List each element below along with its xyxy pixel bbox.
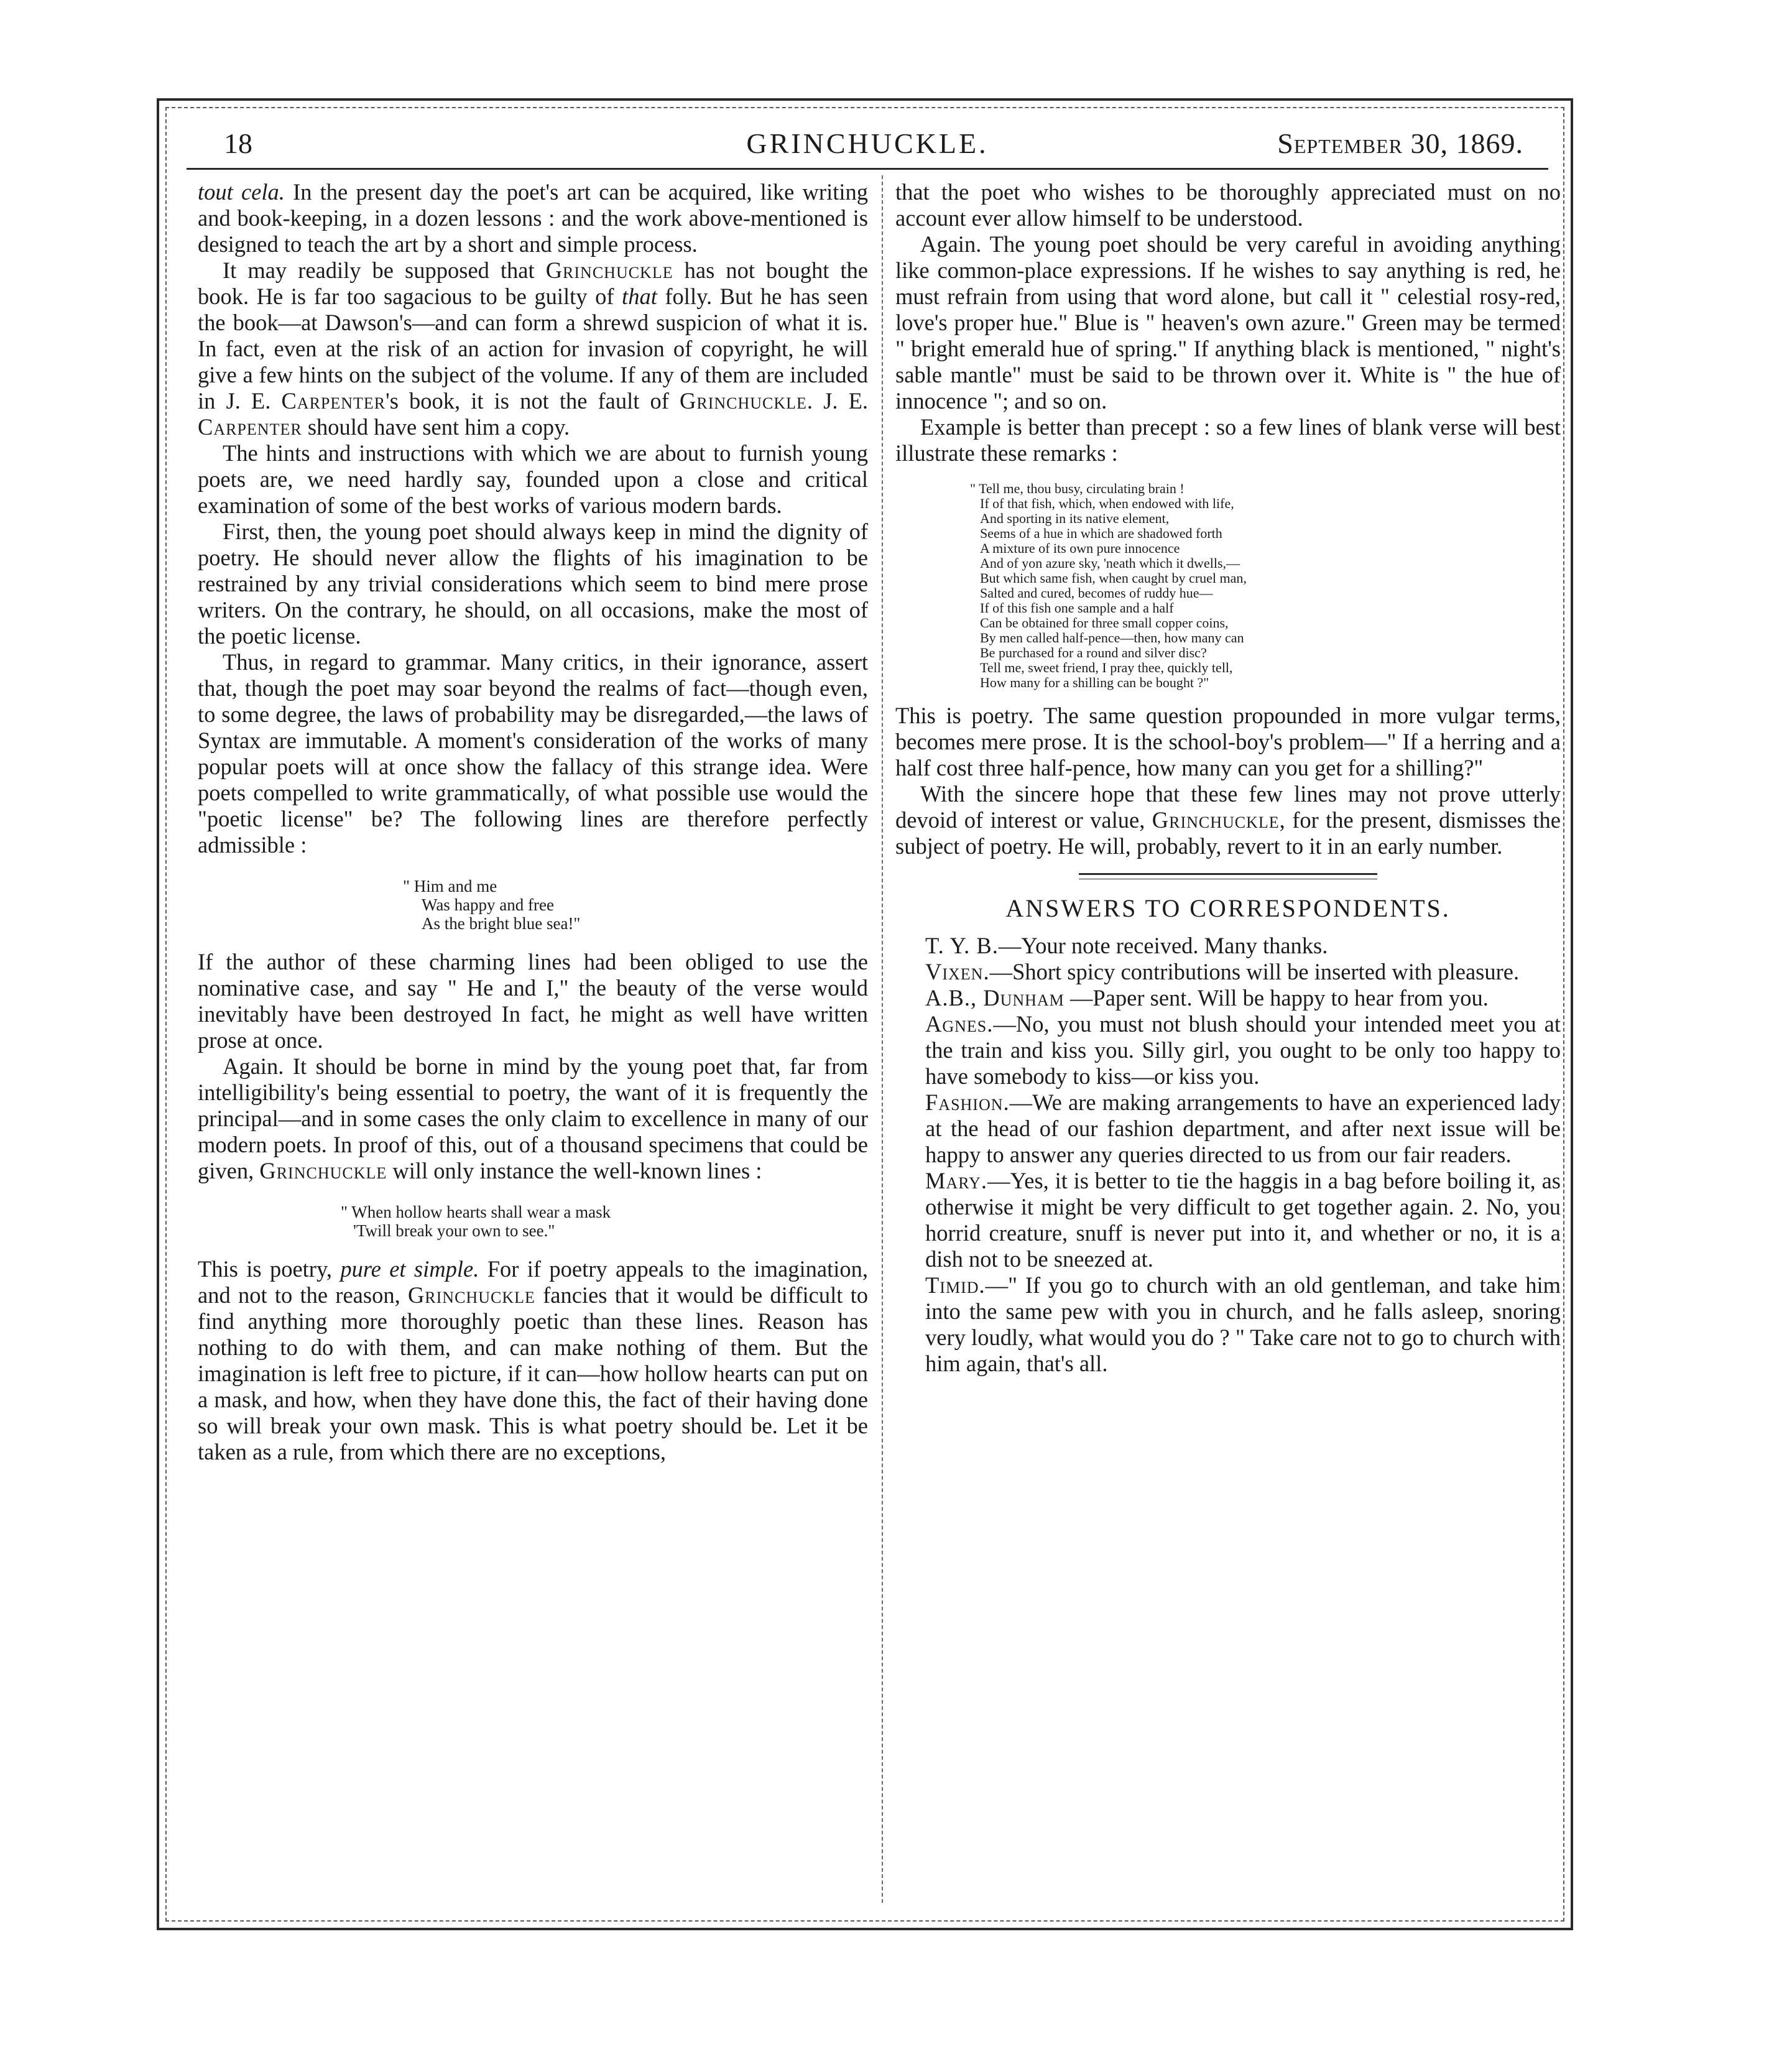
- verse-line: Can be obtained for three small copper coins,: [980, 615, 1229, 631]
- paragraph: First, then, the young poet should always keep in mind the dignity of poetry. He should never allow the flights of his imagination to be restrained by any trivial considerations which seem to bind mere prose writers. On the contrary, he should, on all occasions, make the most of the poetic license.: [198, 519, 868, 649]
- text-run: For if poetry appeals to the imagination, and not to the reason,: [198, 1256, 868, 1308]
- verse-line: How many for a shilling can be bought ?": [980, 675, 1209, 690]
- paragraph: [895, 781, 1561, 859]
- verse-line: 'Twill break your own to see.": [353, 1221, 555, 1240]
- verse-block: [970, 481, 1561, 690]
- verse-line: Be purchased for a round and silver disc?: [980, 645, 1207, 660]
- paragraph: Example is better than precept : so a few lines of blank verse will best illustrate these remarks :: [895, 414, 1561, 466]
- publication-name: Grinchuckle: [407, 1282, 535, 1308]
- italic-phrase: pure et simple.: [340, 1256, 479, 1282]
- paragraph: Again. The young poet should be very careful in avoiding anything like common-place expressions. If he wishes to say anything is red, he must refrain from using that word alone, but call it " celestial rosy-red, love's proper hue." Blue is " heaven's own azure." Green may be termed " bright emerald hue of spring." If anything black is mentioned, " night's sable mantle" must be said to be thrown over it. White is " the hue of innocence "; and so on.: [895, 231, 1561, 414]
- answers-list: [895, 933, 1561, 1377]
- text-run: should have sent him a copy.: [302, 414, 570, 440]
- text-run: fancies that it would be difficult to find anything more thoroughly poetic than these lines. Reason has nothing to do with them, and can make nothing of them. But the imagination is left free to picture, if it can—how hollow hearts can put on a mask, and how, when they have done this, the fact of their having done so will break your own mask. This is what poetry should be. Let it be taken as a rule, from which there are no exceptions,: [198, 1282, 868, 1464]
- paragraph: [198, 179, 868, 257]
- answer-entry: [895, 1272, 1561, 1377]
- answer-entry: [895, 1089, 1561, 1168]
- text-run: This is poetry,: [198, 1256, 341, 1282]
- right-column: [895, 179, 1561, 1377]
- verse-line: And of yon azure sky, 'neath which it dwells,—: [980, 555, 1240, 571]
- author-name: Carpenter: [198, 414, 302, 440]
- section-divider: [1079, 873, 1377, 879]
- answer-text: —Paper sent. Will be happy to hear from you.: [1064, 985, 1489, 1011]
- verse-block: [403, 877, 868, 933]
- answer-entry: [895, 1168, 1561, 1272]
- verse-line: If of this fish one sample and a half: [980, 600, 1174, 616]
- verse-line: " When hollow hearts shall wear a mask: [341, 1203, 611, 1221]
- author-name: Carpenter: [281, 388, 386, 414]
- correspondent-name: Mary.: [925, 1168, 988, 1193]
- verse-line: And sporting in its native element,: [980, 511, 1170, 526]
- answer-entry: [895, 1011, 1561, 1089]
- text-run: will only instance the well-known lines :: [387, 1158, 762, 1183]
- verse-line: A mixture of its own pure innocence: [980, 540, 1180, 556]
- verse-line: Tell me, sweet friend, I pray thee, quickly tell,: [980, 660, 1233, 675]
- section-title: ANSWERS TO CORRESPONDENTS.: [1005, 894, 1451, 922]
- answer-text: —Short spicy contributions will be inserted with pleasure.: [989, 959, 1520, 984]
- page-header: [187, 118, 1548, 168]
- answer-text: —Your note received. Many thanks.: [998, 933, 1328, 958]
- answer-entry: [895, 985, 1561, 1011]
- correspondent-name: Timid.: [925, 1272, 986, 1298]
- answer-text: —Yes, it is better to tie the haggis in a bag before boiling it, as otherwise it might be very difficult to get together again. 2. No, you horrid creature, snuff is never put into it, and whether or no, it is a dish not to be sneezed at.: [925, 1168, 1561, 1272]
- verse-line: Seems of a hue in which are shadowed forth: [980, 525, 1222, 541]
- verse-line: But which same fish, when caught by cruel man,: [980, 570, 1247, 586]
- correspondent-name: Vixen.: [925, 959, 990, 984]
- correspondent-name: A.B., Dunham: [925, 985, 1065, 1011]
- italic-word: that: [622, 284, 657, 309]
- paragraph: [198, 1053, 868, 1184]
- italic-phrase: tout cela.: [198, 179, 285, 205]
- text-run: In the present day the poet's art can be acquired, like writing and book-keeping, in a dozen lessons : and the work above-mentioned is designed to teach the art by a short and simple process.: [198, 179, 868, 257]
- page-number: 18: [224, 127, 252, 159]
- verse-line: As the bright blue sea!": [422, 914, 581, 933]
- left-column: [198, 179, 868, 1465]
- text-run: 's book, it is not the fault of: [386, 388, 680, 414]
- issue-date: September 30, 1869.: [1277, 127, 1523, 159]
- correspondent-name: Fashion.: [925, 1089, 1010, 1115]
- text-run: . J. E.: [806, 388, 868, 414]
- answer-text: —No, you must not blush should your intended meet you at the train and kiss you. Silly girl, you ought to be only too happy to have somebody to kiss—or kiss you.: [925, 1011, 1561, 1089]
- answer-text: —" If you go to church with an old gentleman, and take him into the same pew with you in church, and he falls asleep, snoring very loudly, what would you do ? " Take care not to go to church with him again, that's all.: [925, 1272, 1561, 1376]
- correspondent-name: T. Y. B.: [925, 933, 999, 958]
- paragraph: [198, 257, 868, 440]
- correspondent-name: Agnes.: [925, 1011, 994, 1037]
- masthead-title: GRINCHUCKLE.: [746, 127, 989, 159]
- paragraph: [198, 1256, 868, 1465]
- paragraph: If the author of these charming lines had been obliged to use the nominative case, and say " He and I," the beauty of the verse would inevitably have been destroyed In fact, he might as well have written prose at once.: [198, 949, 868, 1053]
- verse-line: If of that fish, which, when endowed with life,: [980, 496, 1234, 511]
- verse-block: [341, 1203, 868, 1240]
- paragraph: that the poet who wishes to be thoroughly appreciated must on no account ever allow himself to be understood.: [895, 179, 1561, 231]
- text-run: folly. But he has seen the book—at Dawson's—and can form a shrewd suspicion of what it is. In fact, even at the risk of an action for invasion of copyright, he will give a few hints on the subject of the volume. If any of them are included in J. E.: [198, 284, 868, 414]
- header-rule: [187, 168, 1548, 170]
- text-run: With the sincere hope that these few lines may not prove utterly devoid of interest or value,: [895, 781, 1561, 833]
- publication-name: Grinchuckle: [545, 257, 673, 283]
- column-divider: [882, 175, 883, 1903]
- publication-name: Grinchuckle: [680, 388, 807, 414]
- publication-name: Grinchuckle: [259, 1158, 387, 1183]
- text-run: Again. It should be borne in mind by the young poet that, far from intelligibility's being essential to poetry, the want of it is frequently the principal—and in some cases the only claim to excellence in many of our modern poets. In proof of this, out of a thousand specimens that could be given,: [198, 1053, 868, 1183]
- text-run: It may readily be supposed that: [223, 257, 546, 283]
- verse-line: Salted and cured, becomes of ruddy hue—: [980, 585, 1213, 601]
- answer-entry: [895, 933, 1561, 959]
- answer-text: —We are making arrangements to have an experienced lady at the head of our fashion department, and after next issue will be happy to answer any queries directed to us from our fair readers.: [925, 1089, 1561, 1167]
- text-run: has not bought the book. He is far too sagacious to be guilty of: [198, 257, 868, 309]
- verse-line: " Tell me, thou busy, circulating brain !: [970, 481, 1185, 496]
- publication-name: Grinchuckle: [1152, 807, 1280, 833]
- paragraph: Thus, in regard to grammar. Many critics, in their ignorance, assert that, though the poet may soar beyond the realms of fact—though even, to some degree, the laws of probability may be disregarded,—the laws of Syntax are immutable. A moment's consideration of the works of many popular poets will at once show the fallacy of this strange idea. Were poets compelled to write grammatically, of what possible use would the "poetic license" be? The following lines are therefore perfectly admissible :: [198, 649, 868, 858]
- verse-line: " Him and me: [403, 877, 497, 895]
- answer-entry: [895, 959, 1561, 985]
- verse-line: By men called half-pence—then, how many can: [980, 630, 1244, 645]
- verse-line: Was happy and free: [422, 895, 554, 914]
- paragraph: The hints and instructions with which we are about to furnish young poets are, we need hardly say, founded upon a close and critical examination of some of the best works of various modern bards.: [198, 440, 868, 518]
- paragraph: This is poetry. The same question propounded in more vulgar terms, becomes mere prose. It is the school-boy's problem—" If a herring and a half cost three half-pence, how many can you get for a shilling?": [895, 703, 1561, 780]
- text-run: , for the present, dismisses the subject of poetry. He will, probably, revert to it in an early number.: [895, 807, 1561, 859]
